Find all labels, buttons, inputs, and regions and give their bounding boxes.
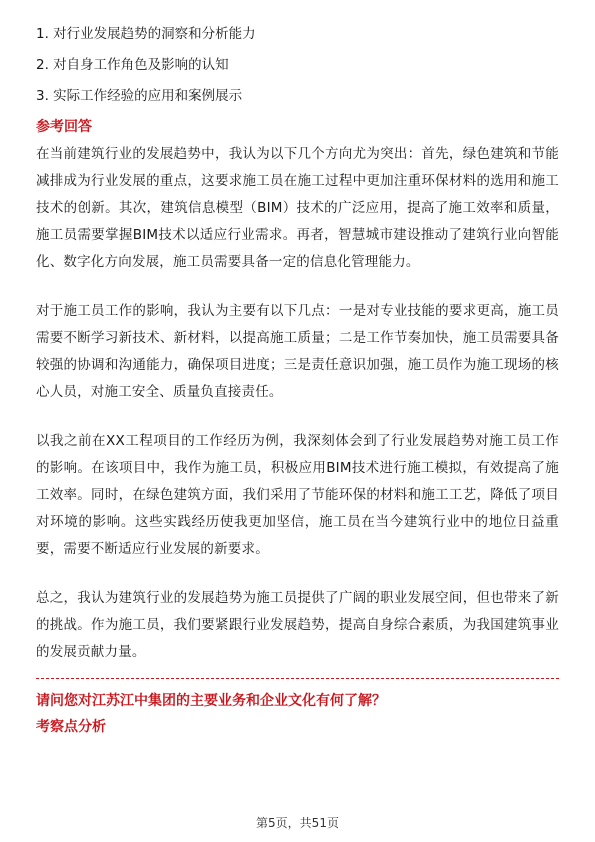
- assessment-points-list: [36, 24, 559, 106]
- section-divider: [36, 678, 559, 679]
- analysis-heading: 考察点分析: [36, 719, 106, 735]
- reference-answer-body: [36, 141, 559, 666]
- answer-paragraph: 总之，我认为建筑行业的发展趋势为施工员提供了广阔的职业发展空间，但也带来了新的挑战。作为施工员，我们要紧跟行业发展趋势，提高自身综合素质，为我国建筑事业的发展贡献力量。: [36, 590, 559, 660]
- assessment-point: 1. 对行业发展趋势的洞察和分析能力: [36, 26, 256, 42]
- answer-paragraph: 以我之前在XX工程项目的工作经历为例，我深刻体会到了行业发展趋势对施工员工作的影响。在该项目中，我作为施工员，积极应用BIM技术进行施工模拟，有效提高了施工效率。同时，在绿色建筑方面，我们采用了节能环保的材料和施工工艺，降低了项目对环境的影响。这些实践经历使我更加坚信，施工员在当今建筑行业中的地位日益重要，需要不断适应行业发展的新要求。: [36, 433, 559, 557]
- reference-answer-heading: 参考回答: [36, 119, 92, 135]
- answer-paragraph: 在当前建筑行业的发展趋势中，我认为以下几个方向尤为突出：首先，绿色建筑和节能减排成为行业发展的重点，这要求施工员在施工过程中更加注重环保材料的选用和施工技术的创新。其次，建筑信息模型（BIM）技术的广泛应用，提高了施工效率和质量，施工员需要掌握BIM技术以适应行业需求。再者，智慧城市建设推动了建筑行业向智能化、数字化方向发展，施工员需要具备一定的信息化管理能力。: [36, 146, 559, 270]
- document-page: [36, 24, 559, 737]
- next-question-heading: 请问您对江苏江中集团的主要业务和企业文化有何了解？: [36, 693, 386, 709]
- assessment-point: 2. 对自身工作角色及影响的认知: [36, 57, 229, 73]
- assessment-point: 3. 实际工作经验的应用和案例展示: [36, 88, 243, 104]
- page-number-footer: 第5页，共51页: [256, 816, 339, 830]
- answer-paragraph: 对于施工员工作的影响，我认为主要有以下几点：一是对专业技能的要求更高，施工员需要不断学习新技术、新材料，以提高施工质量；二是工作节奏加快，施工员需要具备较强的协调和沟通能力，确保项目进度；三是责任意识加强，施工员作为施工现场的核心人员，对施工安全、质量负直接责任。: [36, 303, 559, 400]
